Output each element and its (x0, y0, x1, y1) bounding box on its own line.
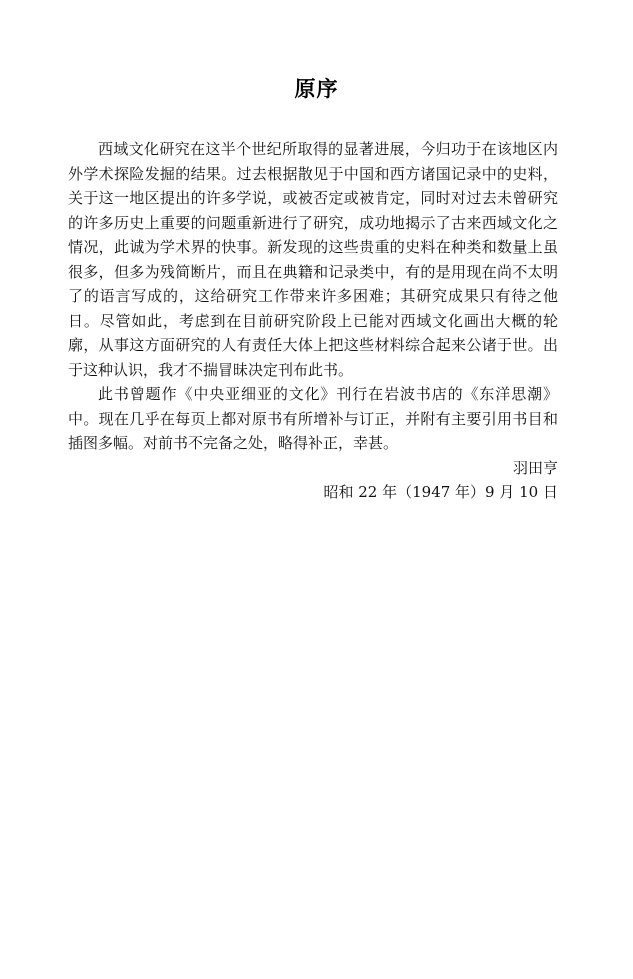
author-signature: 羽田亨 (512, 458, 558, 477)
paragraph-2: 此书曾题作《中央亚细亚的文化》刊行在岩波书店的《东洋思潮》中。现在几乎在每页上都对原书有所增补与订正，并附有主要引用书目和插图多幅。对前书不完备之处，略得补正，幸甚。 (68, 385, 558, 452)
page-title: 原序 (294, 77, 339, 101)
paragraph-1: 西域文化研究在这半个世纪所取得的显著进展，今归功于在该地区内外学术探险发掘的结果。过去根据散见于中国和西方诸国记录中的史料，关于这一地区提出的许多学说，或被否定或被肯定，同时对过去未曾研究的许多历史上重要的问题重新进行了研究，成功地揭示了古来西域文化之情况，此诚为学术界的快事。新发现的这些贵重的史料在种类和数量上虽很多，但多为残简断片，而且在典籍和记录类中，有的是用现在尚不太明了的语言写成的，这给研究工作带来许多困难；其研究成果只有待之他日。尽管如此，考虑到在目前研究阶段上已能对西域文化画出大概的轮廓，从事这方面研究的人有责任大体上把这些材料综合起来公诸于世。出于这种认识，我才不揣冒昧决定刊布此书。 (68, 140, 558, 379)
signature-date: 昭和 22 年（1947 年）9 月 10 日 (323, 483, 558, 501)
preface-body (68, 137, 558, 505)
